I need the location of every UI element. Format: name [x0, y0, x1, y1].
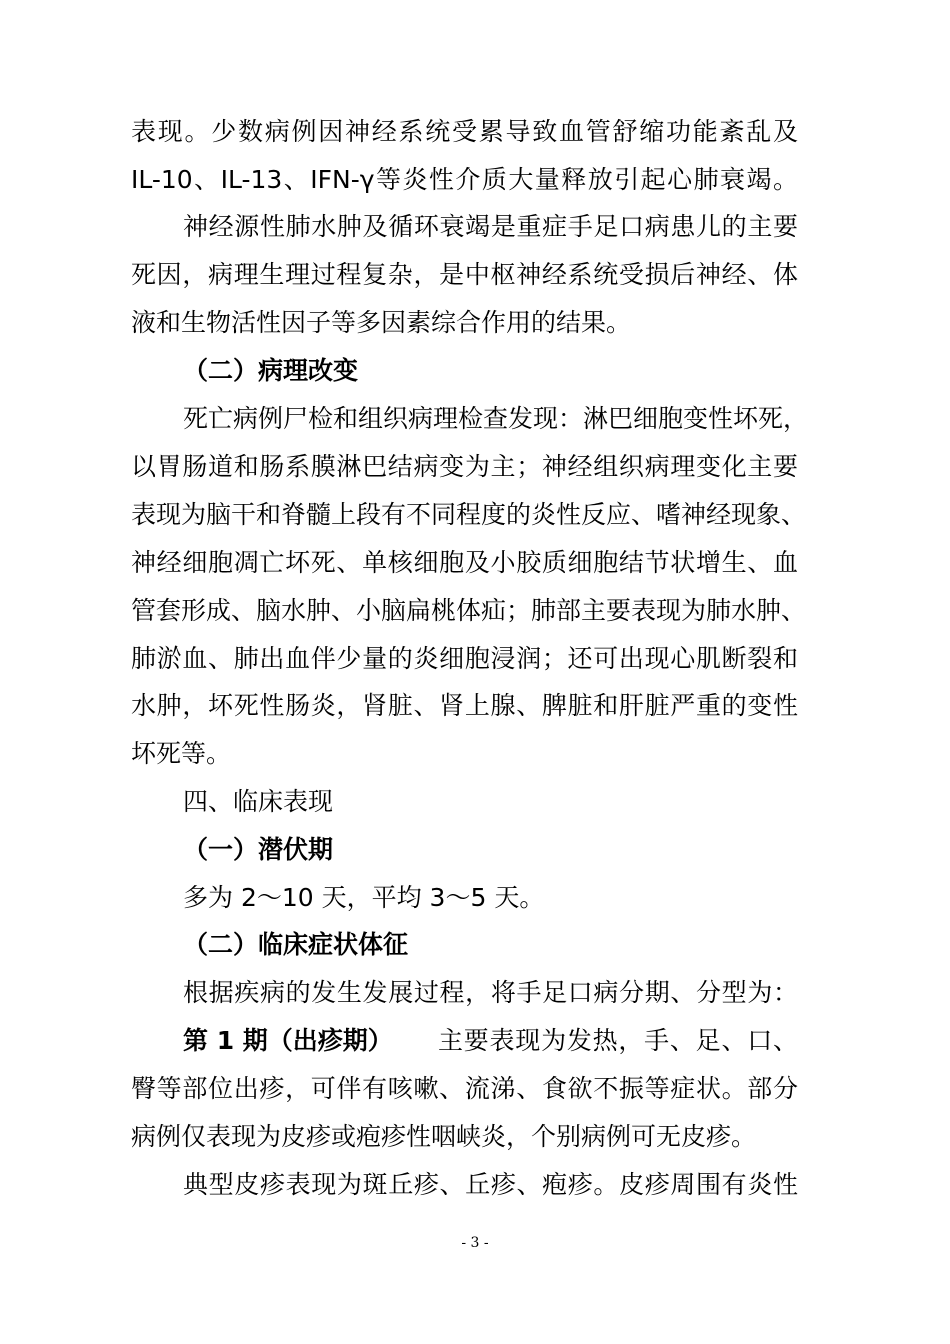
text-line: 死亡病例尸检和组织病理检查发现：淋巴细胞变性坏死， [183, 404, 809, 433]
text-line: 死因，病理生理过程复杂，是中枢神经系统受损后神经、体 [131, 260, 798, 289]
section-heading: （二）临床症状体征 [183, 930, 409, 959]
text-line: 根据疾病的发生发展过程，将手足口病分期、分型为： [183, 978, 798, 1007]
text-line: 水肿，坏死性肠炎，肾脏、肾上腺、脾脏和肝脏严重的变性 [131, 691, 798, 720]
stage-heading: 第 1 期（出疹期） [183, 1026, 393, 1055]
text-line: 液和生物活性因子等多因素综合作用的结果。 [131, 308, 632, 337]
text-line: 表现为脑干和脊髓上段有不同程度的炎性反应、嗜神经现象、 [131, 500, 807, 529]
text-line: 肺淤血、肺出血伴少量的炎细胞浸润；还可出现心肌断裂和 [131, 644, 798, 673]
chapter-heading: 四、临床表现 [183, 787, 334, 816]
text-line: 多为 2～10 天，平均 3～5 天。 [183, 883, 545, 912]
text-line: IL-10、IL-13、IFN-γ等炎性介质大量释放引起心肺衰竭。 [131, 165, 798, 194]
text-line: 以胃肠道和肠系膜淋巴结病变为主；神经组织病理变化主要 [131, 452, 798, 481]
section-heading: （一）潜伏期 [183, 835, 334, 864]
text-line: 坏死等。 [131, 739, 232, 768]
text-line: 主要表现为发热，手、足、口、 [438, 1026, 798, 1055]
page-number: - 3 - [461, 1235, 489, 1251]
text-line: 神经源性肺水肿及循环衰竭是重症手足口病患儿的主要 [183, 212, 798, 241]
text-line: 臀等部位出疹，可伴有咳嗽、流涕、食欲不振等症状。部分 [131, 1074, 798, 1103]
text-line: 神经细胞凋亡坏死、单核细胞及小胶质细胞结节状增生、血 [131, 548, 798, 577]
text-line: 典型皮疹表现为斑丘疹、丘疹、疱疹。皮疹周围有炎性 [183, 1170, 798, 1199]
section-heading: （二）病理改变 [183, 356, 359, 385]
text-line: 表现。少数病例因神经系统受累导致血管舒缩功能紊乱及 [131, 117, 798, 146]
text-line: 管套形成、脑水肿、小脑扁桃体疝；肺部主要表现为肺水肿、 [131, 596, 807, 625]
text-line: 病例仅表现为皮疹或疱疹性咽峡炎，个别病例可无皮疹。 [131, 1122, 757, 1151]
